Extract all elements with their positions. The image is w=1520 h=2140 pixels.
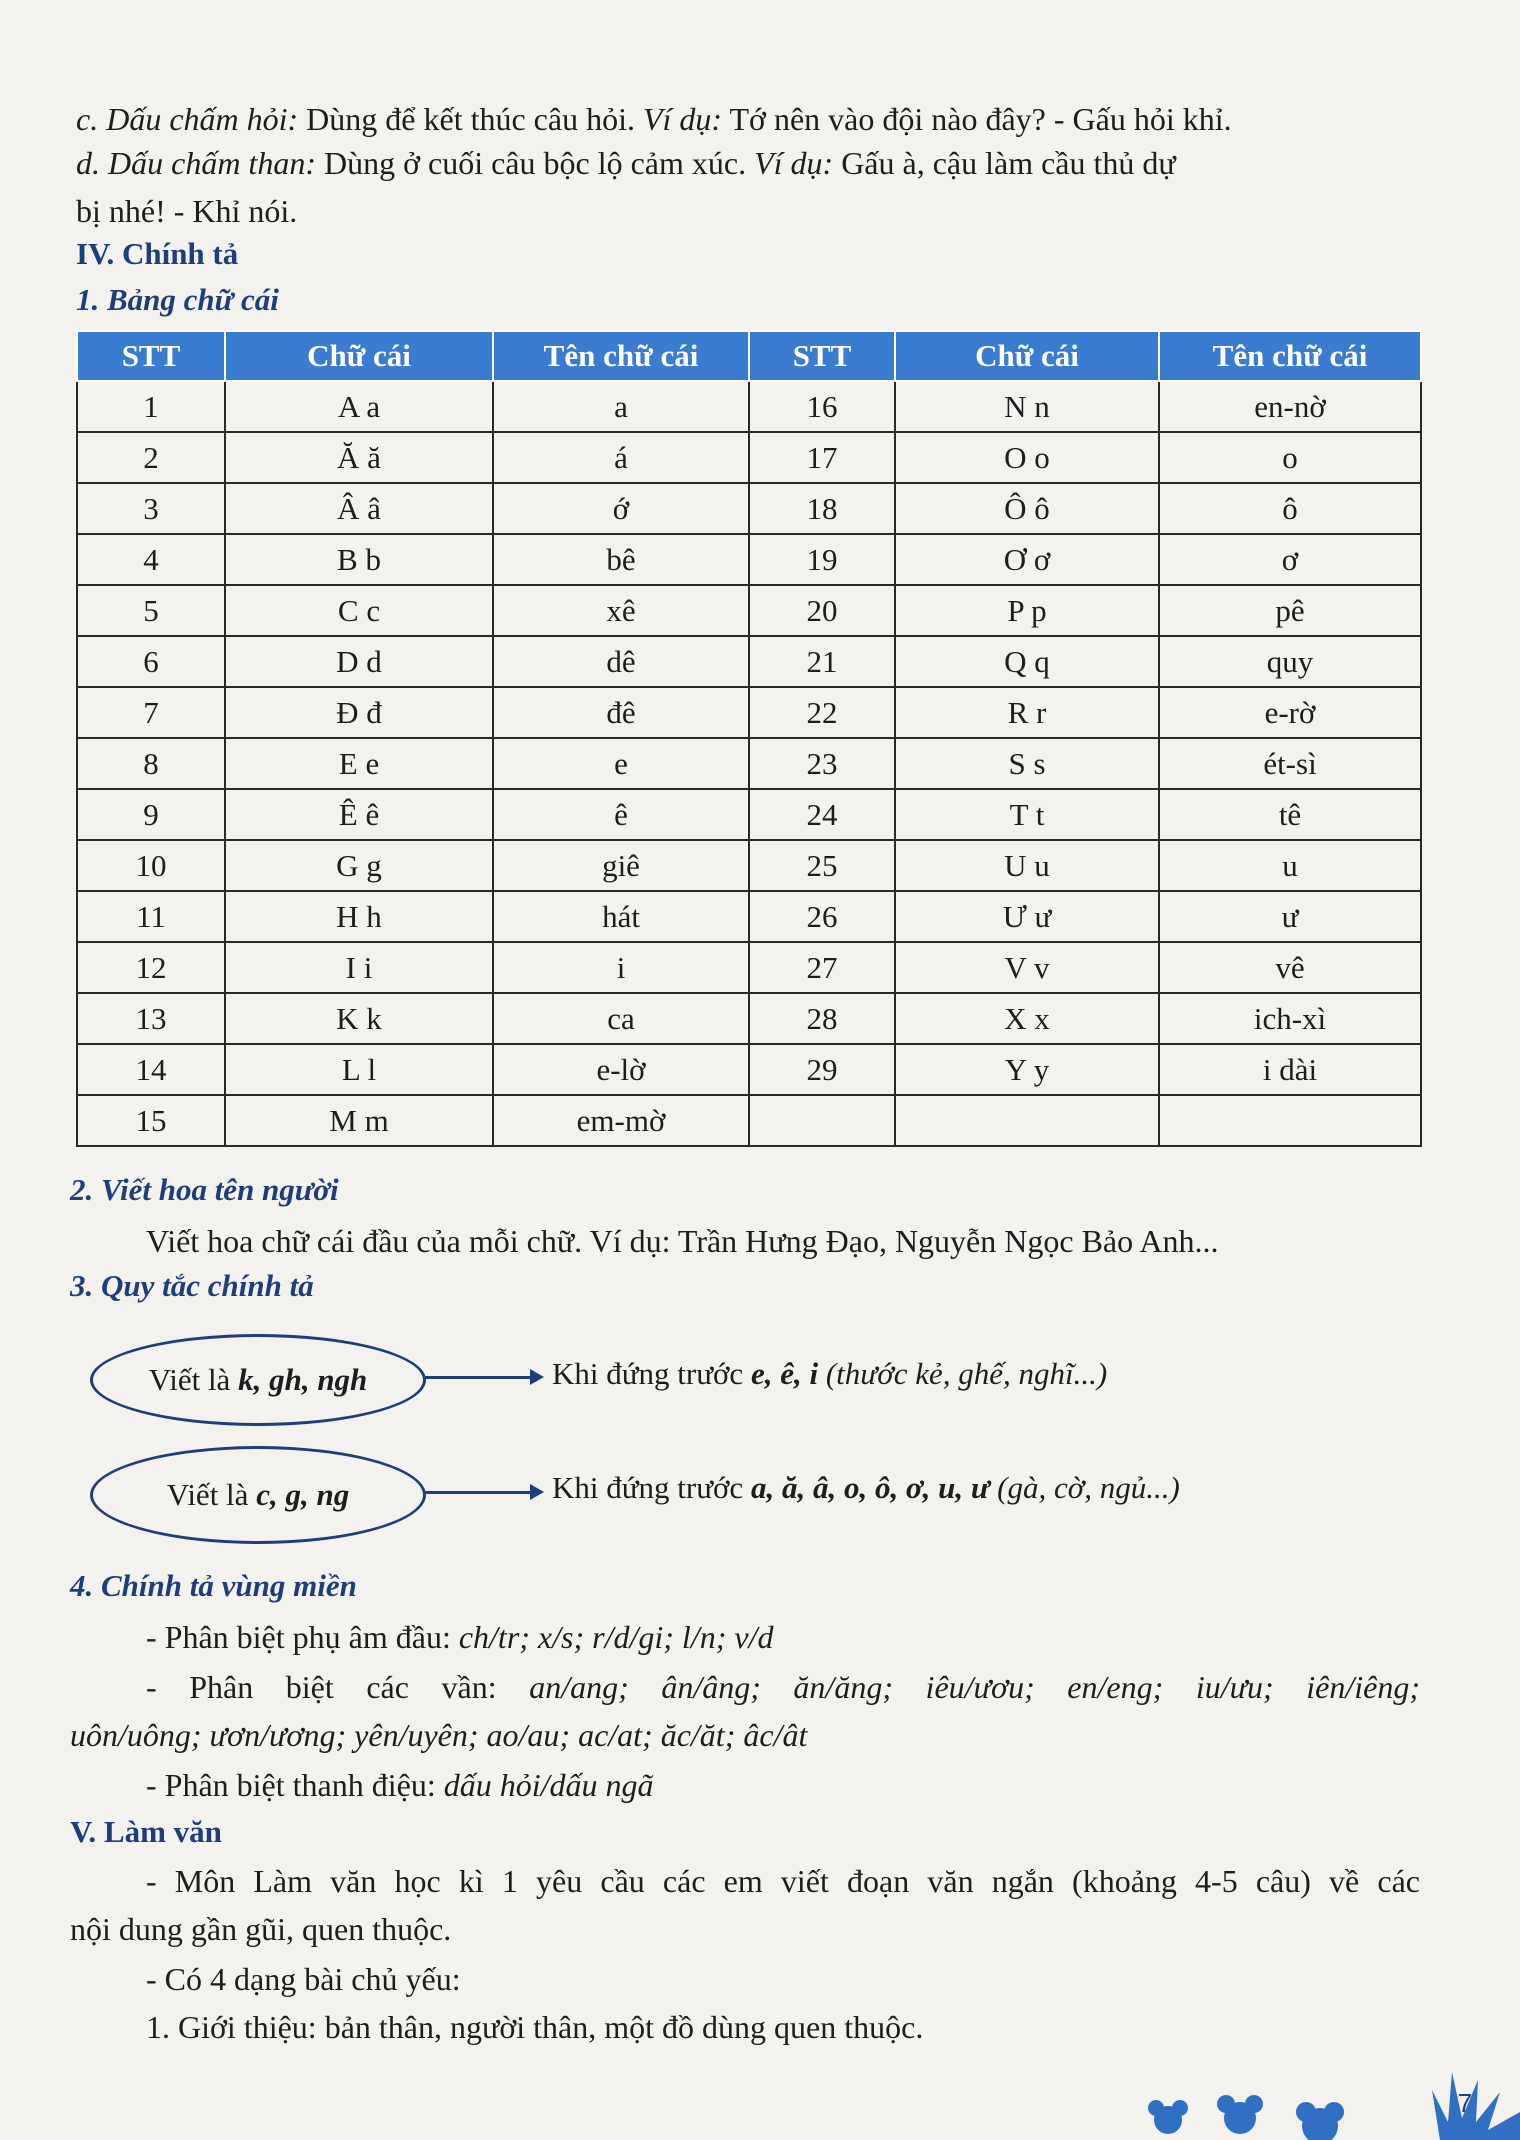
cell-name-2: ư — [1159, 891, 1421, 942]
table-row — [77, 432, 1421, 483]
cell-letter-1: D d — [225, 636, 493, 687]
cell-stt-2: 18 — [749, 483, 895, 534]
cell-stt-2: 27 — [749, 942, 895, 993]
cell-stt-2: 24 — [749, 789, 895, 840]
cell-stt-2: 29 — [749, 1044, 895, 1095]
capitalize-title: 2. Viết hoa tên người — [70, 1172, 339, 1207]
cell-letter-1: I i — [225, 942, 493, 993]
header-letter-2: Chữ cái — [895, 331, 1159, 381]
regional-line-2: - Phân biệt các vần: an/ang; ân/âng; ăn/ăng; iêu/ươu; en/eng; iu/ưu; iên/iêng; — [146, 1669, 1421, 1705]
cell-letter-2: U u — [895, 840, 1159, 891]
cell-letter-1: Ê ê — [225, 789, 493, 840]
cell-letter-2: Y y — [895, 1044, 1159, 1095]
cell-letter-1: M m — [225, 1095, 493, 1146]
table-row — [77, 993, 1421, 1044]
cell-stt-1: 3 — [77, 483, 225, 534]
cell-stt-2: 21 — [749, 636, 895, 687]
cell-name-2: ich-xì — [1159, 993, 1421, 1044]
cell-letter-2 — [895, 1095, 1159, 1146]
cell-stt-1: 15 — [77, 1095, 225, 1146]
cell-stt-1: 13 — [77, 993, 225, 1044]
cell-letter-1: H h — [225, 891, 493, 942]
cell-letter-1: Ă ă — [225, 432, 493, 483]
cell-name-1: e — [493, 738, 749, 789]
cell-letter-2: R r — [895, 687, 1159, 738]
cell-stt-2: 20 — [749, 585, 895, 636]
table-header-row — [77, 331, 1421, 381]
cell-stt-1: 5 — [77, 585, 225, 636]
rule2-arrow — [424, 1491, 532, 1494]
table-row — [77, 942, 1421, 993]
regional-title: 4. Chính tả vùng miền — [70, 1568, 357, 1603]
cell-letter-2: Q q — [895, 636, 1159, 687]
section5-p1: - Môn Làm văn học kì 1 yêu cầu các em viết đoạn văn ngắn (khoảng 4-5 câu) về các — [146, 1863, 1420, 1899]
regional-line-2-cont: uôn/uông; ươn/ương; yên/uyên; ao/au; ac/at; ăc/ăt; âc/ât — [70, 1717, 808, 1753]
cell-name-2 — [1159, 1095, 1421, 1146]
header-name-1: Tên chữ cái — [493, 331, 749, 381]
cell-letter-2: V v — [895, 942, 1159, 993]
cell-name-2: o — [1159, 432, 1421, 483]
cell-stt-1: 6 — [77, 636, 225, 687]
cell-name-1: ca — [493, 993, 749, 1044]
cell-letter-1: Đ đ — [225, 687, 493, 738]
cell-name-1: e-lờ — [493, 1044, 749, 1095]
cell-stt-1: 12 — [77, 942, 225, 993]
cell-stt-1: 2 — [77, 432, 225, 483]
cell-letter-1: G g — [225, 840, 493, 891]
cell-stt-1: 7 — [77, 687, 225, 738]
cell-stt-1: 4 — [77, 534, 225, 585]
table-row — [77, 789, 1421, 840]
cell-name-1: ớ — [493, 483, 749, 534]
table-row — [77, 891, 1421, 942]
table-row — [77, 483, 1421, 534]
header-letter-1: Chữ cái — [225, 331, 493, 381]
cell-letter-1: L l — [225, 1044, 493, 1095]
rule1-arrow — [424, 1376, 532, 1379]
cell-stt-2: 19 — [749, 534, 895, 585]
cell-stt-1: 9 — [77, 789, 225, 840]
section-5-title: V. Làm văn — [70, 1814, 222, 1849]
cell-name-2: ơ — [1159, 534, 1421, 585]
regional-line-3: - Phân biệt thanh điệu: dấu hỏi/dấu ngã — [146, 1767, 654, 1803]
cell-stt-2: 23 — [749, 738, 895, 789]
cell-name-1: ê — [493, 789, 749, 840]
cell-letter-2: T t — [895, 789, 1159, 840]
table-row — [77, 687, 1421, 738]
cell-stt-2: 22 — [749, 687, 895, 738]
header-stt-2: STT — [749, 331, 895, 381]
cell-name-2: en-nờ — [1159, 381, 1421, 432]
cell-letter-2: O o — [895, 432, 1159, 483]
cell-letter-1: C c — [225, 585, 493, 636]
header-name-2: Tên chữ cái — [1159, 331, 1421, 381]
rule2-oval: Viết là c, g, ng — [90, 1446, 426, 1544]
table-row — [77, 738, 1421, 789]
intro-line-d-cont: bị nhé! - Khỉ nói. — [76, 193, 298, 229]
cell-letter-1: A a — [225, 381, 493, 432]
table-row — [77, 1095, 1421, 1146]
cell-name-2: u — [1159, 840, 1421, 891]
cell-stt-1: 1 — [77, 381, 225, 432]
cell-name-1: đê — [493, 687, 749, 738]
cell-name-2: pê — [1159, 585, 1421, 636]
cell-name-2: vê — [1159, 942, 1421, 993]
cell-stt-1: 8 — [77, 738, 225, 789]
cell-name-1: i — [493, 942, 749, 993]
cell-letter-2: N n — [895, 381, 1159, 432]
cell-letter-2: P p — [895, 585, 1159, 636]
intro-line-c: c. Dấu chấm hỏi: Dùng để kết thúc câu hỏi. Ví dụ: Tớ nên vào đội nào đây? - Gấu hỏi khỉ. — [76, 101, 1232, 137]
cell-stt-2: 25 — [749, 840, 895, 891]
alphabet-table-body — [77, 381, 1421, 1146]
rule1-oval: Viết là k, gh, ngh — [90, 1334, 426, 1426]
cell-letter-1: E e — [225, 738, 493, 789]
cell-name-2: i dài — [1159, 1044, 1421, 1095]
table-row — [77, 1044, 1421, 1095]
cell-stt-2: 28 — [749, 993, 895, 1044]
cell-letter-2: X x — [895, 993, 1159, 1044]
cell-name-2: tê — [1159, 789, 1421, 840]
cell-letter-1: Â â — [225, 483, 493, 534]
rule2-text: Khi đứng trước a, ă, â, o, ô, ơ, u, ư (gà, cờ, ngủ...) — [552, 1470, 1180, 1505]
cell-name-1: xê — [493, 585, 749, 636]
cell-name-2: ét-sì — [1159, 738, 1421, 789]
cell-letter-1: B b — [225, 534, 493, 585]
table-row — [77, 840, 1421, 891]
cell-name-1: em-mờ — [493, 1095, 749, 1146]
table-row — [77, 585, 1421, 636]
cell-stt-1: 10 — [77, 840, 225, 891]
cell-name-1: a — [493, 381, 749, 432]
rule1-text: Khi đứng trước e, ê, i (thước kẻ, ghế, nghĩ...) — [552, 1356, 1108, 1391]
section5-p3: 1. Giới thiệu: bản thân, người thân, một đồ dùng quen thuộc. — [146, 2009, 924, 2045]
section5-p2: - Có 4 dạng bài chủ yếu: — [146, 1961, 461, 1997]
cell-letter-2: Ô ô — [895, 483, 1159, 534]
cell-letter-1: K k — [225, 993, 493, 1044]
regional-line-1: - Phân biệt phụ âm đầu: ch/tr; x/s; r/d/gi; l/n; v/d — [146, 1619, 774, 1655]
cell-name-2: e-rờ — [1159, 687, 1421, 738]
cell-name-1: hát — [493, 891, 749, 942]
cell-stt-2 — [749, 1095, 895, 1146]
cell-name-2: quy — [1159, 636, 1421, 687]
section5-p1-cont: nội dung gần gũi, quen thuộc. — [70, 1911, 452, 1947]
cell-name-2: ô — [1159, 483, 1421, 534]
alphabet-title: 1. Bảng chữ cái — [76, 282, 279, 317]
cell-name-1: á — [493, 432, 749, 483]
table-row — [77, 381, 1421, 432]
cell-name-1: giê — [493, 840, 749, 891]
alphabet-table — [76, 330, 1422, 1147]
table-row — [77, 636, 1421, 687]
header-stt-1: STT — [77, 331, 225, 381]
cell-letter-2: Ơ ơ — [895, 534, 1159, 585]
cell-stt-1: 14 — [77, 1044, 225, 1095]
cell-stt-1: 11 — [77, 891, 225, 942]
table-row — [77, 534, 1421, 585]
cell-stt-2: 17 — [749, 432, 895, 483]
cell-stt-2: 26 — [749, 891, 895, 942]
rules-title: 3. Quy tắc chính tả — [70, 1268, 314, 1303]
cell-letter-2: Ư ư — [895, 891, 1159, 942]
page-number: 7 — [1457, 2087, 1473, 2118]
intro-line-d: d. Dấu chấm than: Dùng ở cuối câu bộc lộ cảm xúc. Ví dụ: Gấu à, cậu làm cầu thủ dự — [76, 145, 1176, 181]
cell-name-1: dê — [493, 636, 749, 687]
cell-letter-2: S s — [895, 738, 1159, 789]
cell-stt-2: 16 — [749, 381, 895, 432]
cell-name-1: bê — [493, 534, 749, 585]
capitalize-text: Viết hoa chữ cái đầu của mỗi chữ. Ví dụ: Trần Hưng Đạo, Nguyễn Ngọc Bảo Anh... — [146, 1223, 1219, 1259]
section-4-title: IV. Chính tả — [76, 236, 239, 271]
